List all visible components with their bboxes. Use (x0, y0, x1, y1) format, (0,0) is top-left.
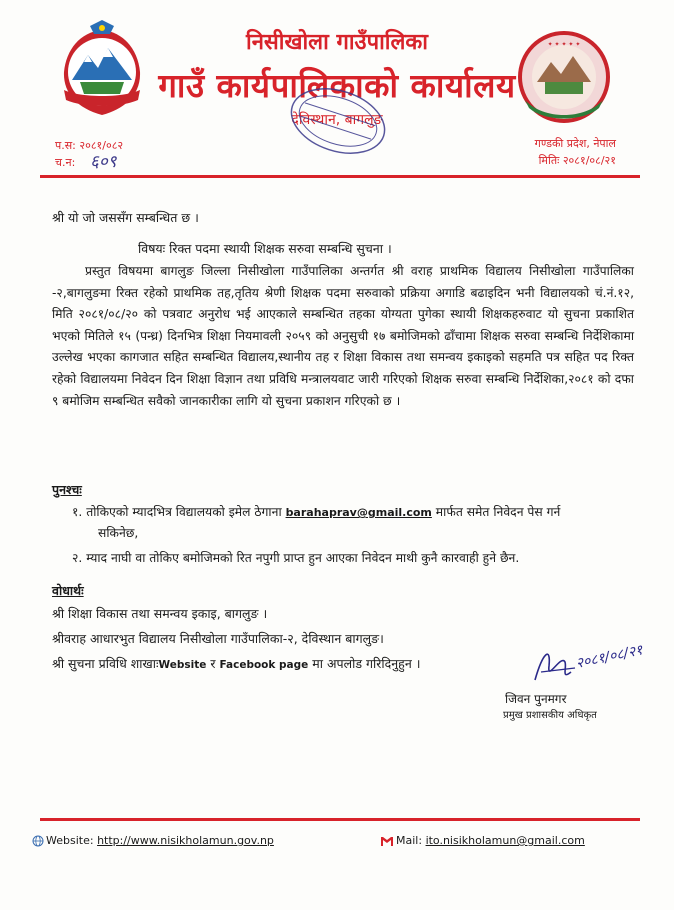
cc-3-website: Website (158, 659, 207, 671)
cc-recipient-3 (52, 655, 420, 672)
item-2-text: म्याद नाघी वा तोकिए बमोजिमको रित नपुगी प्राप्त हुन आएका निवेदन माथी कुनै कारवाही हुने छैन. (86, 551, 520, 565)
footer-divider (40, 818, 640, 821)
postscript-item-1 (72, 502, 642, 544)
header-divider (40, 175, 640, 178)
school-email-link[interactable]: barahaprav@gmail.com (285, 506, 432, 519)
item-1-text: तोकिएको म्यादभित्र विद्यालयको इमेल ठेगाना (86, 505, 282, 519)
punashcha-heading: पुनश्चः (52, 482, 82, 497)
website-label: Website: (46, 834, 94, 847)
office-address: देविस्थान, बागलुङ (291, 112, 383, 128)
footer-website (32, 834, 274, 847)
letter-body: प्रस्तुत विषयमा बागलुङ जिल्ला निसीखोला गाउँपालिका अन्तर्गत श्री वराह प्राथमिक विद्यालय निसीखोला गाउँपालिका -२,बागलुङमा रिक्त रहेको प्राथमिक तह,तृतिय श्रेणी शिक्षक पदमा सरुवाको प्रक्रिया अगाडि बढाइदिन भनी विद्यालयको चं.नं.१२, मिति २०८१/०८/२० को पत्रवाट अनुरोध भई आएकाले सम्बन्धित तहका योग्यता पुगेका स्थायी शिक्षकहरुवाट यो सुचना प्रकाशित भएको मितिले १५ (पन्ध्र) दिनभित्र शिक्षा नियमावली २०५९ को अनुसुची १७ बमोजिमको ढाँचामा शिक्षक सरुवा सम्बन्धि निर्देशिकामा उल्लेख भएका कागजात सहित सम्बन्धित विद्यालय,स्थानीय तह र शिक्षा विकास तथा समन्वय इकाइको सहमति पत्र सहित पद रिक्त रहेको विद्यालयमा निवेदन दिन शिक्षा विज्ञान तथा प्रविधि मन्त्रालयवाट जारी गरिएको शिक्षक सरुवा सम्बन्धि निर्देशिका,२०८१ को दफा ९ बमोजिम सम्बन्धित सवैको जानकारीका लागि यो सुचना प्रकाशन गरिएको छ । (52, 264, 634, 408)
footer-mail (380, 834, 585, 847)
reference-ps: प.स: २०८१/०८२ (55, 139, 124, 152)
signatory-name: जिवन पुनमगर (505, 692, 567, 706)
office-name: गाउँ कार्यपालिकाको कार्यालय (158, 66, 516, 105)
cc-3-pre: श्री सुचना प्रविधि शाखाः (52, 656, 159, 671)
cc-recipient-1: श्री शिक्षा विकास तथा समन्वय इकाइ, बागलुङ । (52, 606, 268, 621)
mail-label: Mail: (396, 834, 423, 847)
cc-3-post: मा अपलोड गरिदिनुहुन । (312, 656, 421, 671)
addressee: श्री यो जो जससँग सम्बन्धित छ । (52, 210, 199, 225)
item-1-text-post: मार्फत समेत निवेदन पेस गर्न (435, 505, 561, 519)
subject-line: विषयः रिक्त पदमा स्थायी शिक्षक सरुवा सम्बन्धि सुचना । (138, 241, 392, 256)
signature-date: २०८१/०८/२१ (574, 642, 645, 672)
website-link[interactable]: http://www.nisikholamun.gov.np (97, 834, 274, 847)
office-stamp (283, 82, 393, 160)
item-1-continuation: सकिनेछ, (98, 526, 139, 540)
item-2-number: २. (72, 551, 83, 565)
signature-scribble (505, 632, 655, 692)
province-name: गण्डकी प्रदेश, नेपाल (534, 137, 616, 150)
reference-cn-handwritten: ६०९ (90, 152, 117, 172)
svg-text:✦ ✦ ✦ ✦ ✦: ✦ ✦ ✦ ✦ ✦ (547, 41, 581, 48)
cc-recipient-2: श्रीवराह आधारभुत विद्यालय निसीखोला गाउँपालिका-२, देविस्थान बागलुङ। (52, 631, 384, 646)
municipality-name: निसीखोला गाउँपालिका (246, 30, 428, 55)
globe-icon (32, 835, 44, 847)
cc-3-facebook: Facebook page (219, 659, 309, 671)
mail-link[interactable]: ito.nisikholamun@gmail.com (425, 834, 585, 847)
bodharth-heading: वोधार्थः (52, 583, 84, 598)
cc-3-mid: र (210, 656, 216, 671)
postscript-item-2 (72, 549, 519, 566)
letter-date: मितिः २०८१/०८/२१ (538, 154, 616, 167)
signatory-title: प्रमुख प्रशासकीय अधिकृत (503, 710, 597, 721)
reference-cn-label: च.न: (55, 156, 76, 169)
gmail-icon (380, 836, 394, 847)
item-1-number: १. (72, 505, 83, 519)
